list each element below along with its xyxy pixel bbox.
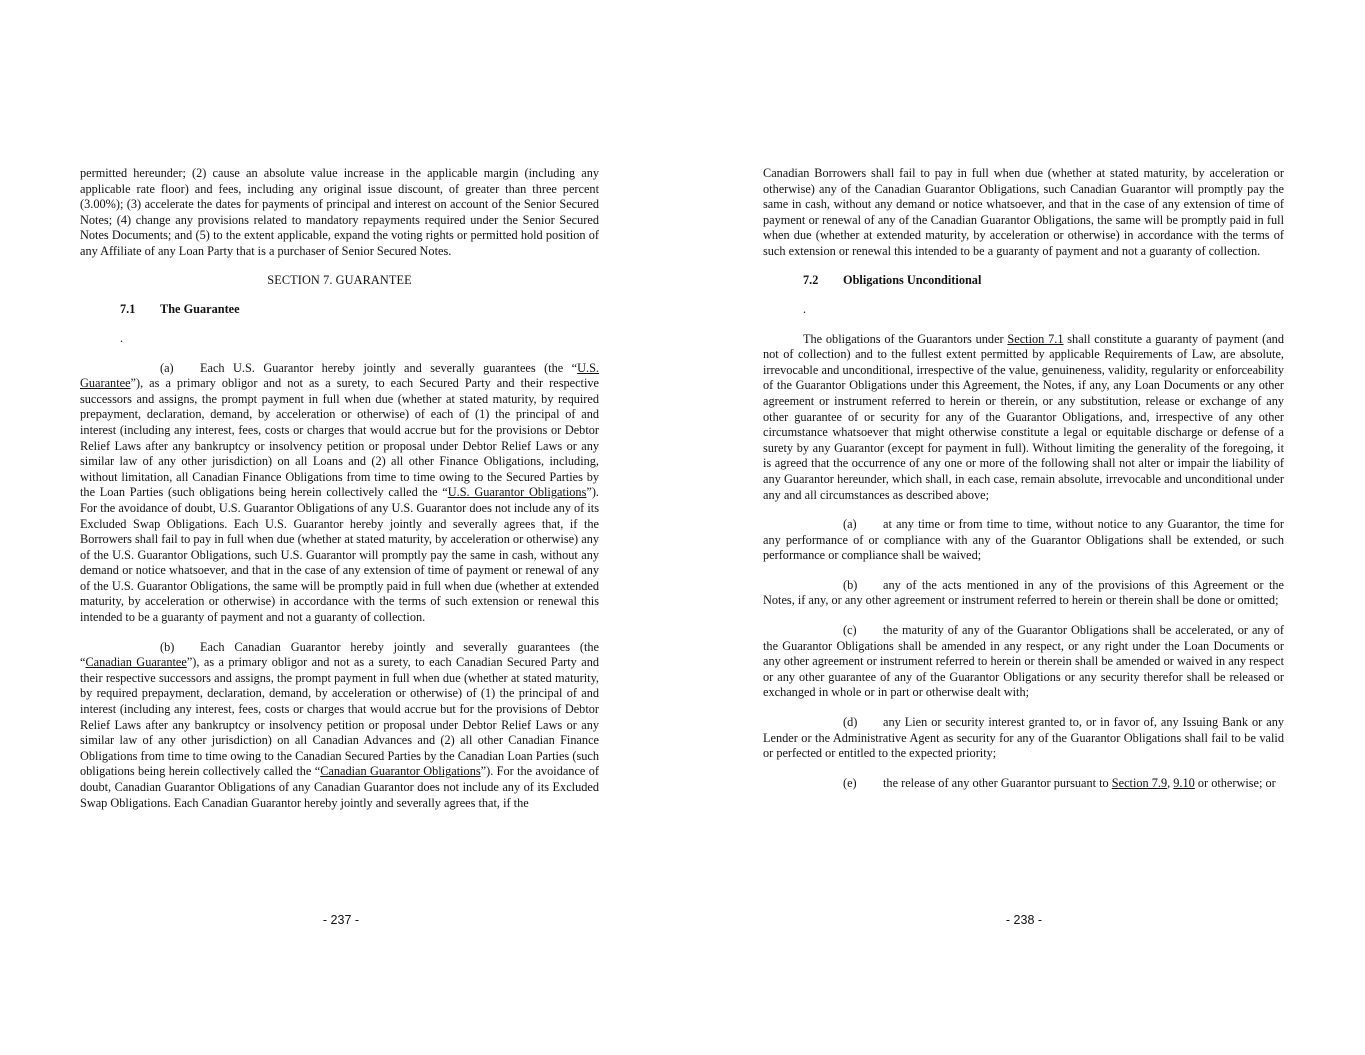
clause-7-2-b bbox=[763, 578, 1284, 609]
page-237 bbox=[0, 0, 682, 1055]
clause-d-text: any Lien or security interest granted to, or in favor of, any Issuing Bank or any Lender or the Administrative Agent as security for any of the Guarantor Obligations shall fail to be valid or perfected or entitled to the expected priority; bbox=[763, 715, 1284, 761]
paragraph-7-1-b bbox=[80, 640, 599, 812]
defined-term-canadian-guarantee: Canadian Guarantee bbox=[85, 655, 187, 670]
paragraph-b-text-3: ”). For the avoidance of doubt, Canadian Guarantor Obligations of any Canadian Guarantor does not include any of its Excluded Swap Obligations. Each Canadian Guarantor hereby jointly and severally agrees that, if the bbox=[80, 764, 599, 810]
clause-7-2-c bbox=[763, 623, 1284, 701]
clause-c-text: the maturity of any of the Guarantor Obligations shall be accelerated, or any of the Guarantor Obligations shall be amended in any respect, or any right under the Loan Documents or any other agreement or instrument referred to herein or therein shall be amended or waived in any respect or any other guarantee of any of the Guarantor Obligations or any security therefor shall be released or exchanged in whole or in part or otherwise dealt with; bbox=[763, 623, 1284, 700]
clause-e-text-2: , bbox=[1167, 775, 1174, 790]
defined-term-canadian-guarantor-obligations: Canadian Guarantor Obligations bbox=[320, 764, 481, 779]
placeholder-dot: . bbox=[120, 330, 124, 345]
defined-term-us-guarantor-obligations: U.S. Guarantor Obligations bbox=[447, 485, 587, 500]
paragraph-a-text-2: ”), as a primary obligor and not as a surety, to each Secured Party and their respective successors and assigns, the prompt payment in full when due (whether at stated maturity, by required prepayment, declaration, demand, by acceleration or otherwise) of each of (1) the principal of and interest (including any interest, fees, costs or charges that would accrue but for the provisions or Debtor Relief Laws after any bankruptcy or insolvency petition or proposal under Debtor Relief Laws or any similar law of any other jurisdiction) on all Loans and (2) all other Finance Obligations, including, without limitation, all Canadian Finance Obligations from time to time owing to the Secured Parties by the Loan Parties (such obligations being herein collectively called the “ bbox=[80, 376, 599, 500]
paragraph-b-label: (b) bbox=[160, 639, 175, 654]
clause-e-label: (e) bbox=[843, 775, 857, 790]
main-paragraph-text-1: The obligations of the Guarantors under bbox=[803, 331, 1008, 346]
placeholder-dot-right: . bbox=[803, 301, 807, 316]
cross-reference-section-7-9: Section 7.9 bbox=[1111, 775, 1168, 790]
clause-d-label: (d) bbox=[843, 715, 858, 730]
clause-b-label: (b) bbox=[843, 577, 858, 592]
paragraph-a-label: (a) bbox=[160, 360, 174, 375]
heading-7-1 bbox=[120, 302, 599, 318]
clause-7-2-a bbox=[763, 517, 1284, 564]
right-intro-paragraph: Canadian Borrowers shall fail to pay in full when due (whether at stated maturity, by acceleration or otherwise) any of the Canadian Guarantor Obligations, such Canadian Guarantor will promptly pay the same in cash, without any demand or notice whatsoever, and that in the case of any extension of time of payment or renewal of any of the Canadian Guarantor Obligations, the same will be promptly paid in full when due (whether at extended maturity, by acceleration or otherwise) in accordance with the terms of such extension or renewal this intended to be a guaranty of payment and not a guaranty of collection. bbox=[763, 166, 1284, 258]
left-intro-paragraph: permitted hereunder; (2) cause an absolute value increase in the applicable margin (including any applicable rate floor) and fees, including any original issue discount, of greater than three percent (3.00%); (3) accelerate the dates for payments of principal and interest on account of the Senior Secured Notes; (4) change any provisions related to mandatory repayments required under the Senior Secured Notes Documents; and (5) to the extent applicable, expand the voting rights or permitted hold position of any Affiliate of any Loan Party that is a purchaser of Senior Secured Notes. bbox=[80, 166, 599, 258]
paragraph-7-1-a bbox=[80, 361, 599, 626]
main-paragraph-text-2: shall constitute a guaranty of payment (and not of collection) and to the fullest extent permitted by applicable Requirements of Law, are absolute, irrevocable and unconditional, irrespective of the value, genuineness, validity, regularity or enforceability of the Guarantor Obligations under this Agreement, the Notes, if any, any Loan Documents or any other agreement or instrument referred to herein or therein, or any substitution, release or exchange of any other guarantee of or security for any of the Guarantor Obligations, and, irrespective of any other circumstance whatsoever that might otherwise constitute a legal or equitable discharge or defense of a surety by any Guarantor (except for payment in full). Without limiting the generality of the foregoing, it is agreed that the occurrence of any one or more of the following shall not alter or impair the liability of any Guarantor hereunder, which shall, in each case, remain absolute, irrevocable and unconditional under any and all circumstances as described above; bbox=[763, 331, 1284, 502]
clause-7-2-d bbox=[763, 715, 1284, 762]
heading-7-2-number: 7.2 bbox=[803, 272, 819, 287]
page-number-237: - 237 - bbox=[322, 913, 360, 927]
cross-reference-section-7-1: Section 7.1 bbox=[1007, 331, 1064, 346]
clause-e-text-1: the release of any other Guarantor pursuant to bbox=[883, 775, 1112, 790]
cross-reference-section-9-10: 9.10 bbox=[1173, 775, 1195, 790]
section-7-title: SECTION 7. GUARANTEE bbox=[267, 272, 412, 287]
heading-7-1-title: The Guarantee bbox=[160, 301, 240, 316]
page-238 bbox=[683, 0, 1365, 1055]
clause-7-2-e bbox=[763, 776, 1284, 792]
clause-e-text-3: or otherwise; or bbox=[1194, 775, 1276, 790]
clause-c-label: (c) bbox=[843, 623, 857, 638]
paragraph-b-text-2: ”), as a primary obligor and not as a surety, to each Canadian Secured Party and their respective successors and assigns, the prompt payment in full when due (whether at stated maturity, by required prepayment, declaration, demand, by acceleration or otherwise) of (1) the principal of and interest (including any interest, fees, costs or charges that would accrue but for the provisions of Debtor Relief Laws after any bankruptcy or insolvency petition or proposal under Debtor Relief Laws or any similar law of any other jurisdiction) on all Canadian Advances and (2) all other Canadian Finance Obligations from time to time owing to the Canadian Secured Parties by the Canadian Loan Parties (such obligations being herein collectively called the “ bbox=[80, 655, 599, 779]
heading-7-2 bbox=[803, 273, 1284, 289]
heading-7-2-title: Obligations Unconditional bbox=[843, 272, 982, 287]
clause-a-text: at any time or from time to time, without notice to any Guarantor, the time for any performance of or compliance with any of the Guarantor Obligations shall be extended, or such performance or compliance shall be waived; bbox=[763, 517, 1284, 563]
left-page-text-column bbox=[80, 166, 599, 811]
defined-term-us-guarantee: U.S. Guarantee bbox=[80, 360, 599, 391]
clause-b-text: any of the acts mentioned in any of the provisions of this Agreement or the Notes, if any, or any other agreement or instrument referred to herein or therein shall be done or omitted; bbox=[763, 577, 1284, 608]
heading-7-1-number: 7.1 bbox=[120, 301, 136, 316]
paragraph-7-2-main bbox=[763, 332, 1284, 504]
paragraph-b-text-1: Each Canadian Guarantor hereby jointly and severally guarantees (the “ bbox=[80, 639, 599, 670]
page-number-238: - 238 - bbox=[1005, 913, 1043, 927]
paragraph-a-text-3: ”). For the avoidance of doubt, U.S. Guarantor Obligations of any U.S. Guarantor does not include any of its Excluded Swap Obligations. Each U.S. Guarantor hereby jointly and severally agrees that, if the Borrowers shall fail to pay in full when due (whether at stated maturity, by acceleration or otherwise) any of the U.S. Guarantor Obligations, such U.S. Guarantor will promptly pay the same in cash, without any demand or notice whatsoever, and that in the case of any extension of time of payment or renewal of any of the U.S. Guarantor Obligations, the same will be promptly paid in full when due (whether at extended maturity, by acceleration or otherwise) in accordance with the terms of such extension or renewal this intended to be a guaranty of payment and not a guaranty of collection. bbox=[80, 485, 600, 625]
clause-a-label: (a) bbox=[843, 517, 857, 532]
paragraph-a-text-1: Each U.S. Guarantor hereby jointly and severally guarantees (the “ bbox=[200, 360, 578, 375]
right-page-text-column bbox=[763, 166, 1284, 791]
